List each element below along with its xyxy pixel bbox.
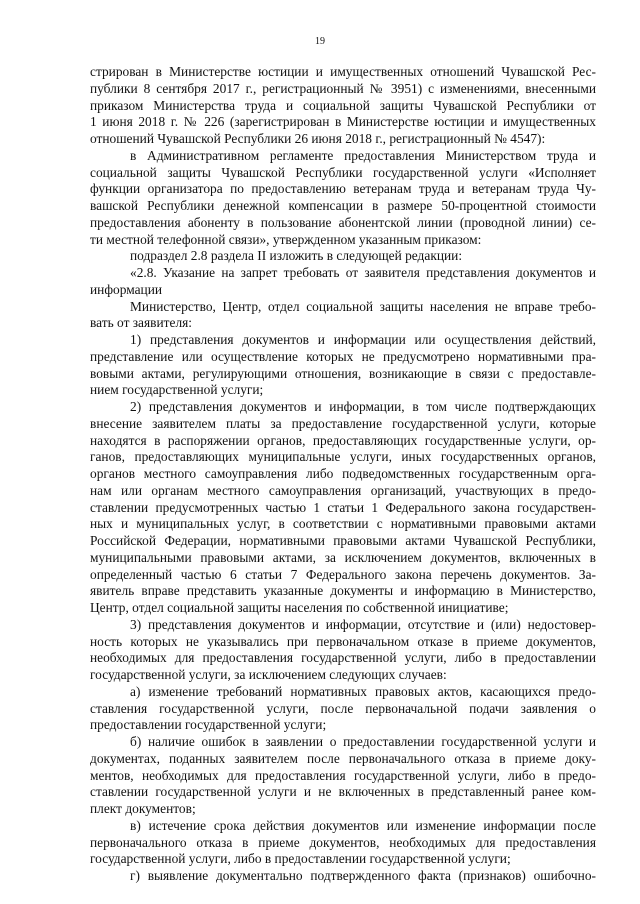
text-line: Министерство, Центр, отдел социальной защиты населения не вправе требо- [130, 298, 596, 314]
text-line: нам или органам местного самоуправления организаций, участвующих в предо- [90, 482, 596, 498]
text-line: ментов, необходимых для предоставления государственной услуги, либо в предо- [90, 767, 596, 783]
text-line: вовыми актами, регулирующими отношения, возникающие в связи с предоставле- [90, 365, 596, 381]
text-line: Российской Федерации, нормативными правовыми актами Чувашской Республики, [90, 533, 596, 548]
text-line: подраздел 2.8 раздела II изложить в следующей редакции: [130, 248, 463, 264]
text-line: социальной защиты Чувашской Республики государственной услуги «Исполняет [90, 164, 596, 180]
text-line: ганов, предоставляющих муниципальные услуги, иных государственных органов, [90, 449, 596, 465]
text-line: вашской Республики денежной компенсации в размере 50-процентной стоимости [90, 198, 596, 213]
text-line: плект документов; [90, 801, 196, 816]
text-line: определенный частью 6 статьи 7 Федерального закона перечень документов. За- [90, 566, 596, 582]
text-line: «2.8. Указание на запрет требовать от заявителя представления документов и [130, 265, 596, 280]
text-line: 3) представления документов и информации, отсутствие и (или) недостовер- [130, 616, 596, 632]
text-line: внесение заявителем платы за предоставление государственной услуги, которые [90, 415, 596, 431]
text-line: 1) представления документов и информации или осуществления действий, [130, 332, 596, 347]
text-line: б) наличие ошибок в заявлении о предоставлении государственной услуги и [130, 734, 596, 749]
text-line: ставлении предусмотренных частью 1 статьи 1 Федерального закона государствен- [90, 499, 596, 515]
text-line: 2) представления документов и информации, в том числе подтверждающих [130, 399, 596, 414]
text-line: функции организатора по предоставлению ветеранам труда и ветеранам труда Чу- [90, 181, 596, 197]
text-line: Центр, отдел социальной защиты населения по собственной инициативе; [90, 600, 509, 615]
text-line: 1 июня 2018 г. № 226 (зарегистрирован в Министерстве юстиции и имущественных [90, 114, 596, 130]
text-line: в Административном регламенте предоставления Министерством труда и [130, 147, 596, 163]
body-text [90, 64, 596, 885]
text-line: предоставления абоненту в пользование абонентской линии (проводной линии) се- [90, 214, 596, 230]
page-number: 19 [315, 36, 325, 47]
text-line: государственной услуги, за исключением следующих случаев: [90, 667, 447, 682]
text-line: г) выявление документально подтвержденного факта (признаков) ошибочно- [130, 868, 596, 883]
text-line: документах, поданных заявителем после первоначального отказа в приеме доку- [90, 750, 596, 766]
text-line: ность которых не указывались при первоначальном отказе в приеме документов, [90, 633, 596, 649]
text-line: государственной услуги, либо в предоставлении государственной услуги; [90, 851, 511, 867]
text-line: ставлении государственной услуги и не включенных в представленный ранее ком- [90, 784, 596, 800]
text-line: стрирован в Министерстве юстиции и имущественных отношений Чувашской Рес- [90, 64, 596, 79]
text-line: необходимых для предоставления государственной услуги, либо в предоставлении [90, 650, 596, 666]
text-line: в) истечение срока действия документов или изменение информации после [130, 817, 596, 833]
text-line: предоставлении государственной услуги; [90, 717, 327, 733]
text-line: нием государственной услуги; [90, 382, 264, 398]
text-line: приказом Министерства труда и социальной защиты Чувашской Республики от [90, 97, 596, 113]
text-line: ставления государственной услуги, после первоначальной подачи заявления о [90, 700, 596, 716]
text-line: явитель вправе представить указанные документы и информацию в Министерство, [90, 583, 596, 599]
text-line: вать от заявителя: [90, 315, 193, 331]
text-line: находятся в распоряжении органов, предоставляющих государственные услуги, ор- [90, 432, 596, 448]
text-line: ти местной телефонной связи», утвержденном указанным приказом: [90, 231, 482, 247]
text-line: отношений Чувашской Республики 26 июня 2018 г., регистрационный № 4547): [90, 131, 546, 146]
text-line: а) изменение требований нормативных правовых актов, касающихся предо- [130, 683, 596, 699]
text-line: муниципальными правовыми актами, за исключением документов, включенных в [90, 549, 596, 565]
text-line: публики 8 сентября 2017 г., регистрационный № 3951) с изменениями, внесенными [90, 80, 596, 96]
text-line: органов местного самоуправления либо подведомственных государственным орга- [90, 466, 596, 481]
text-line: ных и муниципальных услуг, в соответствии с нормативными правовыми актами [90, 516, 596, 532]
text-line: представление или осуществление которых не предусмотрено нормативными пра- [90, 348, 596, 364]
text-line: первоначального отказа в приеме документов, необходимых для предоставления [90, 834, 596, 850]
text-line: информации [90, 281, 163, 297]
